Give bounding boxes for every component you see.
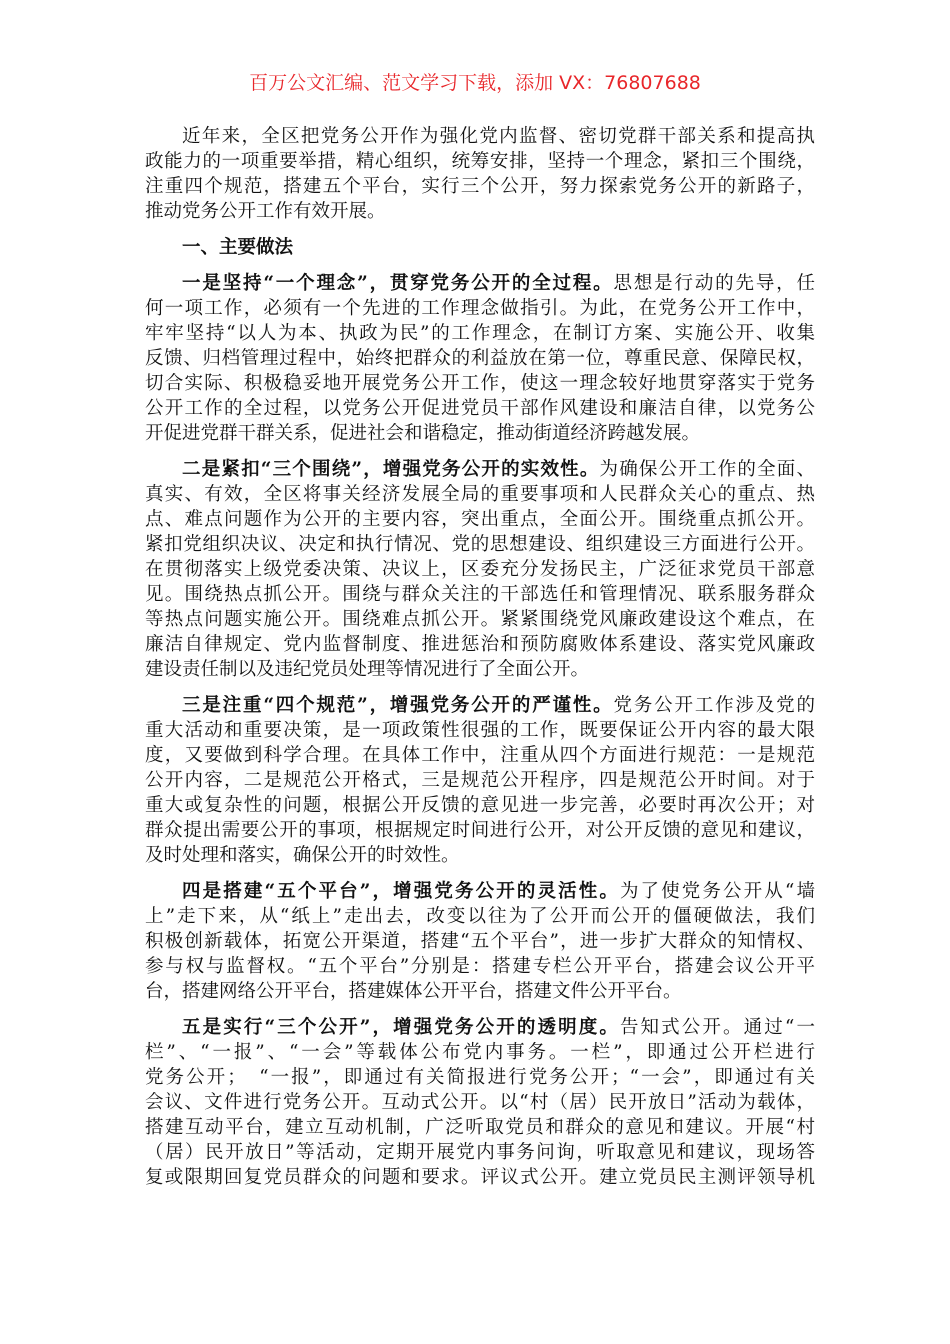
text-line — [145, 1140, 815, 1165]
text-line — [145, 657, 815, 682]
line-text: 群众提出需要公开的事项，根据规定时间进行公开，对公开反馈的意见和建议， — [145, 820, 815, 841]
line-text: 近年来，全区把党务公开作为强化党内监督、密切党群干部关系和提高执 — [182, 126, 815, 147]
line-text: 点、难点问题作为公开的主要内容，突出重点，全面公开。围绕重点抓公开。 — [145, 509, 815, 530]
text-line — [145, 421, 815, 446]
text-line — [145, 199, 815, 224]
line-text: 见。围绕热点抓公开。围绕与群众关注的干部选任和管理情况、联系服务群众 — [145, 584, 815, 605]
line-text: 推动党务公开工作有效开展。 — [145, 201, 386, 222]
line-text: 党务公开工作涉及党的 — [613, 695, 815, 716]
line-text: 上”走下来，从“纸上”走出去，改变以往为了公开而公开的僵硬做法，我们 — [145, 906, 815, 927]
line-text: 台，搭建网络公开平台，搭建媒体公开平台，搭建文件公开平台。 — [145, 981, 682, 1002]
line-text: 积极创新载体，拓宽公开渠道，搭建“五个平台”，进一步扩大群众的知情权、 — [145, 931, 815, 952]
paragraph — [145, 271, 815, 446]
text-line — [145, 532, 815, 557]
line-text: 及时处理和落实，确保公开的时效性。 — [145, 845, 460, 866]
section-heading — [145, 235, 815, 260]
line-text: 重大或复杂性的问题，根据公开反馈的意见进一步完善，必要时再次公开；对 — [145, 795, 815, 816]
text-line — [145, 793, 815, 818]
line-text: 公开内容，二是规范公开格式，三是规范公开程序，四是规范公开时间。对于 — [145, 770, 815, 791]
text-line — [145, 718, 815, 743]
line-text: 何一项工作，必须有一个先进的工作理念做指引。为此，在党务公开工作中， — [145, 298, 815, 319]
line-text: 一、主要做法 — [182, 237, 294, 258]
text-line — [145, 693, 815, 718]
line-text: 思想是行动的先导，任 — [613, 273, 815, 294]
text-line — [145, 1040, 815, 1065]
text-line — [145, 235, 815, 260]
document-body — [145, 124, 815, 1201]
text-line — [145, 607, 815, 632]
text-line — [145, 321, 815, 346]
line-text: 会议、文件进行党务公开。互动式公开。以“村（居）民开放日”活动为载体， — [145, 1092, 815, 1113]
text-line — [145, 582, 815, 607]
text-line — [145, 371, 815, 396]
line-text: 廉洁自律规定、党内监督制度、推进惩治和预防腐败体系建设、落实党风廉政 — [145, 634, 815, 655]
paragraph-lead: 三是注重“四个规范”，增强党务公开的严谨性。 — [182, 695, 614, 716]
text-line — [145, 1015, 815, 1040]
paragraph — [145, 693, 815, 868]
line-text: 度，又要做到科学合理。在具体工作中，注重从四个方面进行规范：一是规范 — [145, 745, 815, 766]
text-line — [145, 174, 815, 199]
paragraph — [145, 879, 815, 1004]
text-line — [145, 954, 815, 979]
line-text: 为确保公开工作的全面、 — [599, 459, 815, 480]
text-line — [145, 507, 815, 532]
line-text: （居）民开放日”等活动，定期开展党内事务问询，听取意见和建议，现场答 — [145, 1142, 815, 1163]
paragraph-lead: 四是搭建“五个平台”，增强党务公开的灵活性。 — [182, 881, 620, 902]
paragraph — [145, 124, 815, 224]
download-banner: 百万公文汇编、范文学习下载，添加 VX：76807688 — [249, 72, 701, 94]
text-line — [145, 904, 815, 929]
line-text: 紧扣党组织决议、决定和执行情况、党的思想建设、组织建设三方面进行公开。 — [145, 534, 815, 555]
text-line — [145, 743, 815, 768]
paragraph-lead: 二是紧扣“三个围绕”，增强党务公开的实效性。 — [182, 459, 600, 480]
line-text: 栏”、“一报”、“一会”等载体公布党内事务。一栏”，即通过公开栏进行 — [145, 1042, 815, 1063]
line-text: 告知式公开。通过“一 — [619, 1017, 815, 1038]
paragraph — [145, 1015, 815, 1190]
line-text: 真实、有效，全区将事关经济发展全局的重要事项和人民群众关心的重点、热 — [145, 484, 815, 505]
line-text: 搭建互动平台，建立互动机制，广泛听取党员和群众的意见和建议。开展“村 — [145, 1117, 815, 1138]
line-text: 参与权与监督权。“五个平台”分别是：搭建专栏公开平台，搭建会议公开平 — [145, 956, 815, 977]
text-line — [145, 1165, 815, 1190]
line-text: 党务公开； “一报”，即通过有关简报进行党务公开；“一会”，即通过有关 — [145, 1067, 815, 1088]
paragraph-lead: 一是坚持“一个理念”，贯穿党务公开的全过程。 — [182, 273, 614, 294]
line-text: 开促进党群干群关系，促进社会和谐稳定，推动街道经济跨越发展。 — [145, 423, 701, 444]
text-line — [145, 768, 815, 793]
paragraph — [145, 457, 815, 682]
text-line — [145, 879, 815, 904]
line-text: 重大活动和重要决策，是一项政策性很强的工作，既要保证公开内容的最大限 — [145, 720, 815, 741]
text-line — [145, 632, 815, 657]
text-line — [145, 929, 815, 954]
paragraph-lead: 五是实行“三个公开”，增强党务公开的透明度。 — [182, 1017, 620, 1038]
text-line — [145, 979, 815, 1004]
text-line — [145, 818, 815, 843]
line-text: 建设责任制以及违纪党员处理等情况进行了全面公开。 — [145, 659, 590, 680]
text-line — [145, 396, 815, 421]
line-text: 政能力的一项重要举措，精心组织，统筹安排，坚持一个理念，紧扣三个围绕， — [145, 151, 815, 172]
text-line — [145, 843, 815, 868]
text-line — [145, 271, 815, 296]
text-line — [145, 482, 815, 507]
line-text: 注重四个规范，搭建五个平台，实行三个公开，努力探索党务公开的新路子， — [145, 176, 815, 197]
line-text: 复或限期回复党员群众的问题和要求。评议式公开。建立党员民主测评领导机 — [145, 1167, 815, 1188]
text-line — [145, 124, 815, 149]
text-line — [145, 1090, 815, 1115]
line-text: 公开工作的全过程，以党务公开促进党员干部作风建设和廉洁自律，以党务公 — [145, 398, 815, 419]
text-line — [145, 296, 815, 321]
text-line — [145, 1115, 815, 1140]
line-text: 切合实际、积极稳妥地开展党务公开工作，使这一理念较好地贯穿落实于党务 — [145, 373, 815, 394]
text-line — [145, 457, 815, 482]
line-text: 反馈、归档管理过程中，始终把群众的利益放在第一位，尊重民意、保障民权， — [145, 348, 815, 369]
line-text: 为了使党务公开从“墙 — [619, 881, 815, 902]
text-line — [145, 346, 815, 371]
line-text: 等热点问题实施公开。围绕难点抓公开。紧紧围绕党风廉政建设这个难点，在 — [145, 609, 815, 630]
text-line — [145, 149, 815, 174]
line-text: 牢牢坚持“以人为本、执政为民”的工作理念，在制订方案、实施公开、收集 — [145, 323, 815, 344]
text-line — [145, 1065, 815, 1090]
text-line — [145, 557, 815, 582]
line-text: 在贯彻落实上级党委决策、决议上，区委充分发扬民主，广泛征求党员干部意 — [145, 559, 815, 580]
